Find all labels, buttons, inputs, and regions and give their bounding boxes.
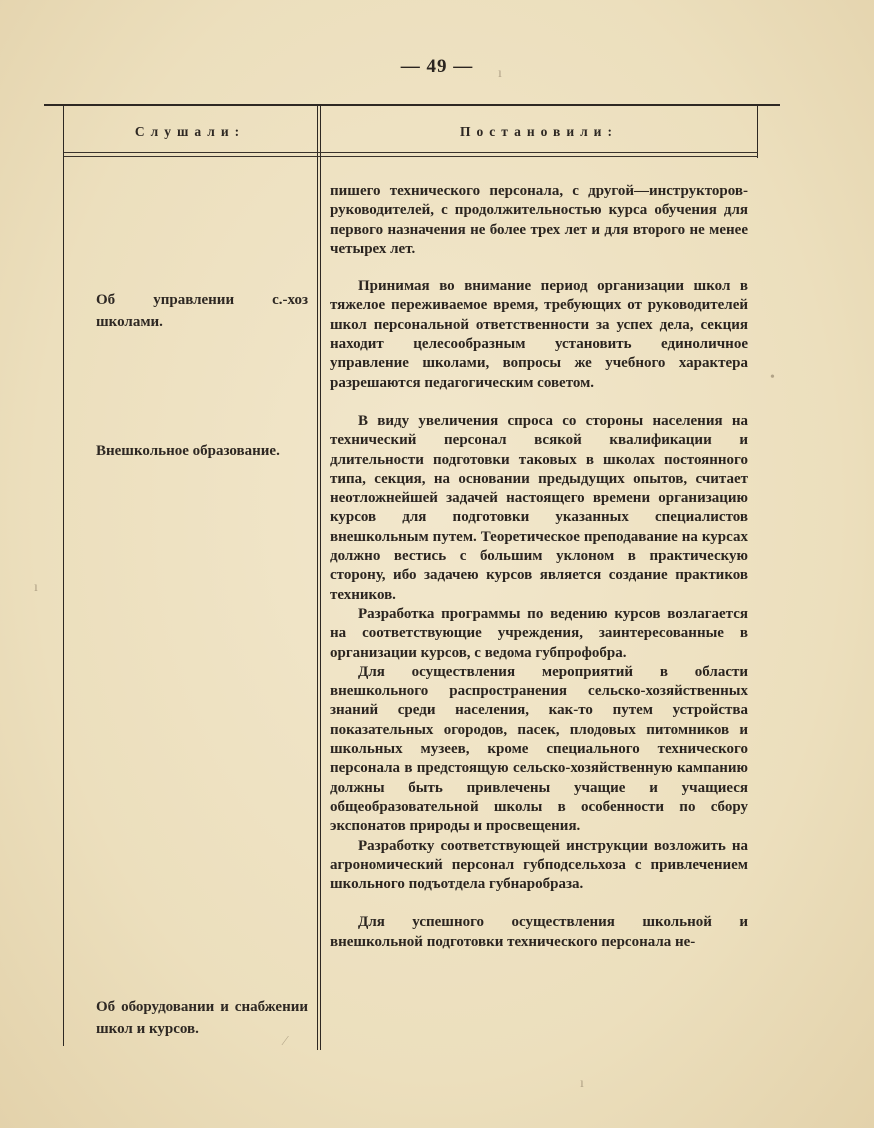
paper-speck: ı bbox=[34, 580, 38, 595]
topic-extramural-education: Внешкольное образование. bbox=[96, 443, 280, 459]
right-border-rule bbox=[757, 106, 758, 158]
paper-speck: ⁄ bbox=[284, 1034, 287, 1049]
left-border-rule bbox=[63, 106, 64, 1046]
paper-speck: ı bbox=[498, 66, 502, 81]
paragraph-knowledge-dissemination: Для осуществления мероприятий в области внешкольного распространения сельско-хозяйственных знаний среди населения, как-то путем устройства показательных огородов, пасек, плодовых питомников и школьных музеев, кроме специального технического персонала в предстоящую сельско-хозяйственную кампанию должны быть привлечены учащие и учащиеся общеобразовательной школы в особенности по сбору экспонатов природы и просвещения. bbox=[330, 663, 748, 835]
column-header-heard: Слушали: bbox=[134, 124, 246, 139]
paragraph-management: Принимая во внимание период организации школ в тяжелое переживаемое время, требующих от руководителей школ персональной ответственности за успех дела, секция находит целесообразным установить единоличное управление школами, вопросы же учебного характера разрешаются педагогическим советом. bbox=[330, 278, 748, 391]
column-divider-rule bbox=[317, 106, 318, 1050]
paragraph-continuation: пишего технического персонала, с другой—инструкторов-руководителей, с продолжительностью курса обучения для первого назначения не более трех лет и для второго не менее четырех лет. bbox=[330, 183, 748, 257]
resolved-column bbox=[330, 182, 748, 952]
paragraph-equipment: Для успешного осуществления школьной и внешкольной подготовки технического персонала не- bbox=[330, 914, 748, 950]
paper-speck: • bbox=[770, 370, 775, 385]
column-divider-rule-inner bbox=[320, 106, 321, 1050]
page-number: — 49 — bbox=[400, 56, 474, 77]
topic-school-management: Об управлении с.-хоз школами. bbox=[96, 292, 308, 330]
paragraph-program-development: Разработка программы по ведению курсов возлагается на соответствующие учреждения, заинтересованные в организации курсов, с ведома губпрофобра. bbox=[330, 605, 748, 661]
heard-column bbox=[72, 0, 310, 1128]
paper-speck: ı bbox=[580, 1076, 584, 1091]
column-header-resolved: Постановили: bbox=[460, 124, 618, 139]
paragraph-instruction-assignment: Разработку соответствующей инструкции возложить на агрономический персонал губподсельхоза с привлечением школьного подъотдела губнаробраза. bbox=[330, 837, 748, 893]
paragraph-extramural-courses: В виду увеличения спроса со стороны населения на технический персонал всякой квалификации и длительности подготовки таковых в школах постоянного типа, секция, на основании предыдущих опытов, считает неотложнейшей задачей настоящего времени организацию курсов для подготовки указанных специалистов внешкольным путем. Теоретическое преподавание на курсах должно вестись с большим уклоном в практическую сторону, ибо задачею курсов является создание практиков техников. bbox=[330, 412, 748, 603]
topic-school-equipment: Об оборудовании и снабжении школ и курсов. bbox=[96, 999, 308, 1037]
